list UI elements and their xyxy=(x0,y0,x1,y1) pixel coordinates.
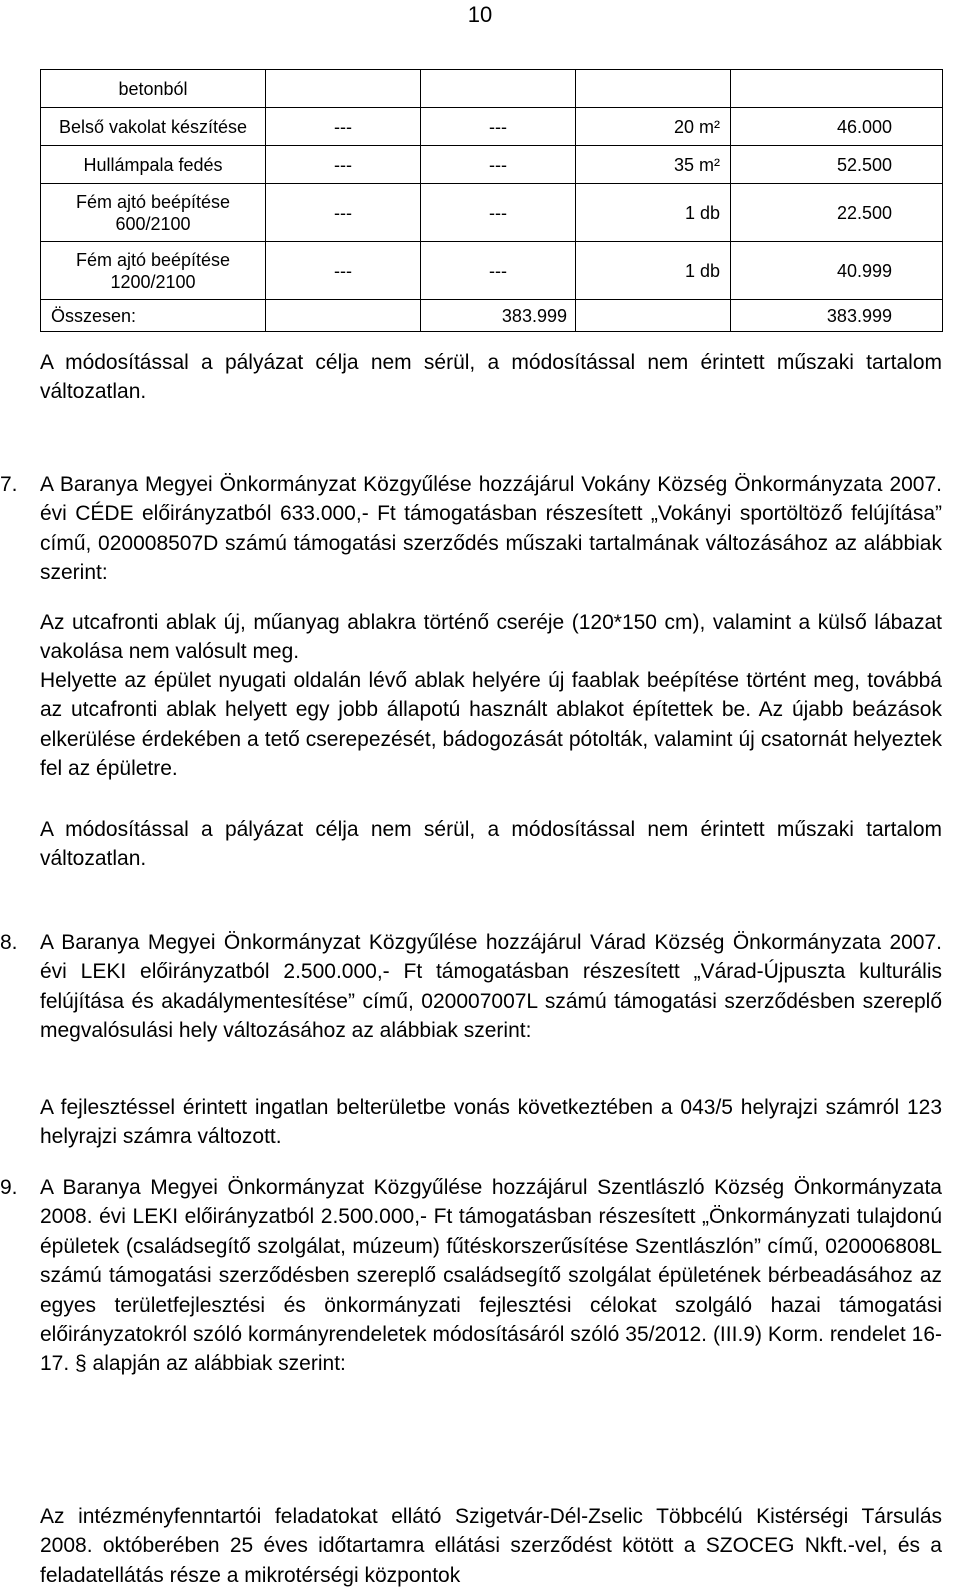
table-cell xyxy=(266,70,421,108)
table-cell-price: 40.999 xyxy=(731,242,943,300)
table-cell-price: 46.000 xyxy=(731,108,943,146)
table-row xyxy=(41,242,943,300)
table-cell-qty xyxy=(576,70,731,108)
table-cell-qty: 20 m² xyxy=(576,108,731,146)
item-paragraph: A Baranya Megyei Önkormányzat Közgyűlése hozzájárul Várad Község Önkormányzata 2007. évi LEKI előirányzatból 2.500.000,- Ft támogatásban részesített „Várad-Újpuszta kulturális felújítása és akadálymentesítése” című, 020007007L számú támogatási szerződésben szereplő megvalósulási hely változásához az alábbiak szerint: xyxy=(40,931,942,1043)
item-number: 8. xyxy=(0,931,18,954)
table-cell-price: 22.500 xyxy=(731,184,943,242)
total-label: Összesen: xyxy=(41,300,266,332)
paragraph: A módosítással a pályázat célja nem sérül, a módosítással nem érintett műszaki tartalom változatlan. xyxy=(40,351,942,404)
item-number: 7. xyxy=(0,473,18,496)
page-number: 10 xyxy=(467,2,493,27)
table-cell-price: 52.500 xyxy=(731,146,943,184)
table-cell-desc: Hullámpala fedés xyxy=(41,146,266,184)
item-paragraph: A Baranya Megyei Önkormányzat Közgyűlése hozzájárul Szentlászló Község Önkormányzata 2008. évi LEKI előirányzatból 2.500.000,- Ft támogatásban részesített „Önkormányzati tulajdonú épületek (családsegítő szolgálat, múzeum) fűtéskorszerűsítése Szentlászlón” című, 020006808L számú támogatási szerződésben szereplő családsegítő szolgálat épületének bérbeadásához az egyes területfejlesztési és önkormányzati fejlesztési célokat szolgáló hazai támogatási előirányzatokról szóló kormányrendeletek módosításáról szóló 35/2012. (III.9) Korm. rendelet 16-17. § alapján az alábbiak szerint: xyxy=(40,1176,942,1376)
table-cell: --- xyxy=(421,242,576,300)
table-cell-desc: Fém ajtó beépítése 1200/2100 xyxy=(41,242,266,300)
item-paragraph: A Baranya Megyei Önkormányzat Közgyűlése hozzájárul Vokány Község Önkormányzata 2007. évi CÉDE előirányzatból 633.000,- Ft támogatásban részesített „Vokányi sportöltöző felújítása” című, 020008507D számú támogatási szerződés műszaki tartalmának változásához az alábbiak szerint: xyxy=(40,473,942,585)
paragraph: A módosítással a pályázat célja nem sérül, a módosítással nem érintett műszaki tartalom változatlan. xyxy=(40,818,942,871)
cost-table xyxy=(40,69,943,332)
table-cell-price xyxy=(731,70,943,108)
table-row xyxy=(41,184,943,242)
paragraph: A fejlesztéssel érintett ingatlan belterületbe vonás következtében a 043/5 helyrajzi számról 123 helyrajzi számra változott. xyxy=(40,1096,942,1149)
paragraph: Az intézményfenntartói feladatokat ellátó Szigetvár-Dél-Zselic Többcélú Kistérségi Társulás 2008. októberében 25 éves időtartamra ellátási szerződést kötött a SZOCEG Nkft.-vel, és a feladatellátás része a mikrotérségi központok xyxy=(40,1505,942,1587)
total-value: 383.999 xyxy=(421,300,576,332)
table-cell xyxy=(421,70,576,108)
table-cell: --- xyxy=(421,146,576,184)
table-cell: --- xyxy=(266,146,421,184)
table-cell: --- xyxy=(421,108,576,146)
table-row xyxy=(41,108,943,146)
table-row xyxy=(41,146,943,184)
table-cell: --- xyxy=(421,184,576,242)
table-cell-qty: 1 db xyxy=(576,242,731,300)
paragraph: Az utcafronti ablak új, műanyag ablakra történő cseréje (120*150 cm), valamint a külső lábazat vakolása nem valósult meg. xyxy=(40,611,942,664)
table-cell-desc: Fém ajtó beépítése 600/2100 xyxy=(41,184,266,242)
table-cell-qty: 35 m² xyxy=(576,146,731,184)
table-cell: --- xyxy=(266,184,421,242)
table-cell-desc: betonból xyxy=(41,70,266,108)
total-value: 383.999 xyxy=(731,300,943,332)
item-number: 9. xyxy=(0,1176,18,1199)
table-cell: --- xyxy=(266,108,421,146)
table-total-row xyxy=(41,300,943,332)
table-cell-qty: 1 db xyxy=(576,184,731,242)
paragraph: Helyette az épület nyugati oldalán lévő ablak helyére új faablak beépítése történt meg, továbbá az utcafronti ablak helyett egy jobb állapotú használt ablakot építettek be. Az újabb beázások elkerülése érdekében a tető cserepezését, bádogozását pótolták, valamint új csatornát helyeztek fel az épületre. xyxy=(40,669,942,781)
table-row xyxy=(41,70,943,108)
table-cell: --- xyxy=(266,242,421,300)
table-cell-desc: Belső vakolat készítése xyxy=(41,108,266,146)
